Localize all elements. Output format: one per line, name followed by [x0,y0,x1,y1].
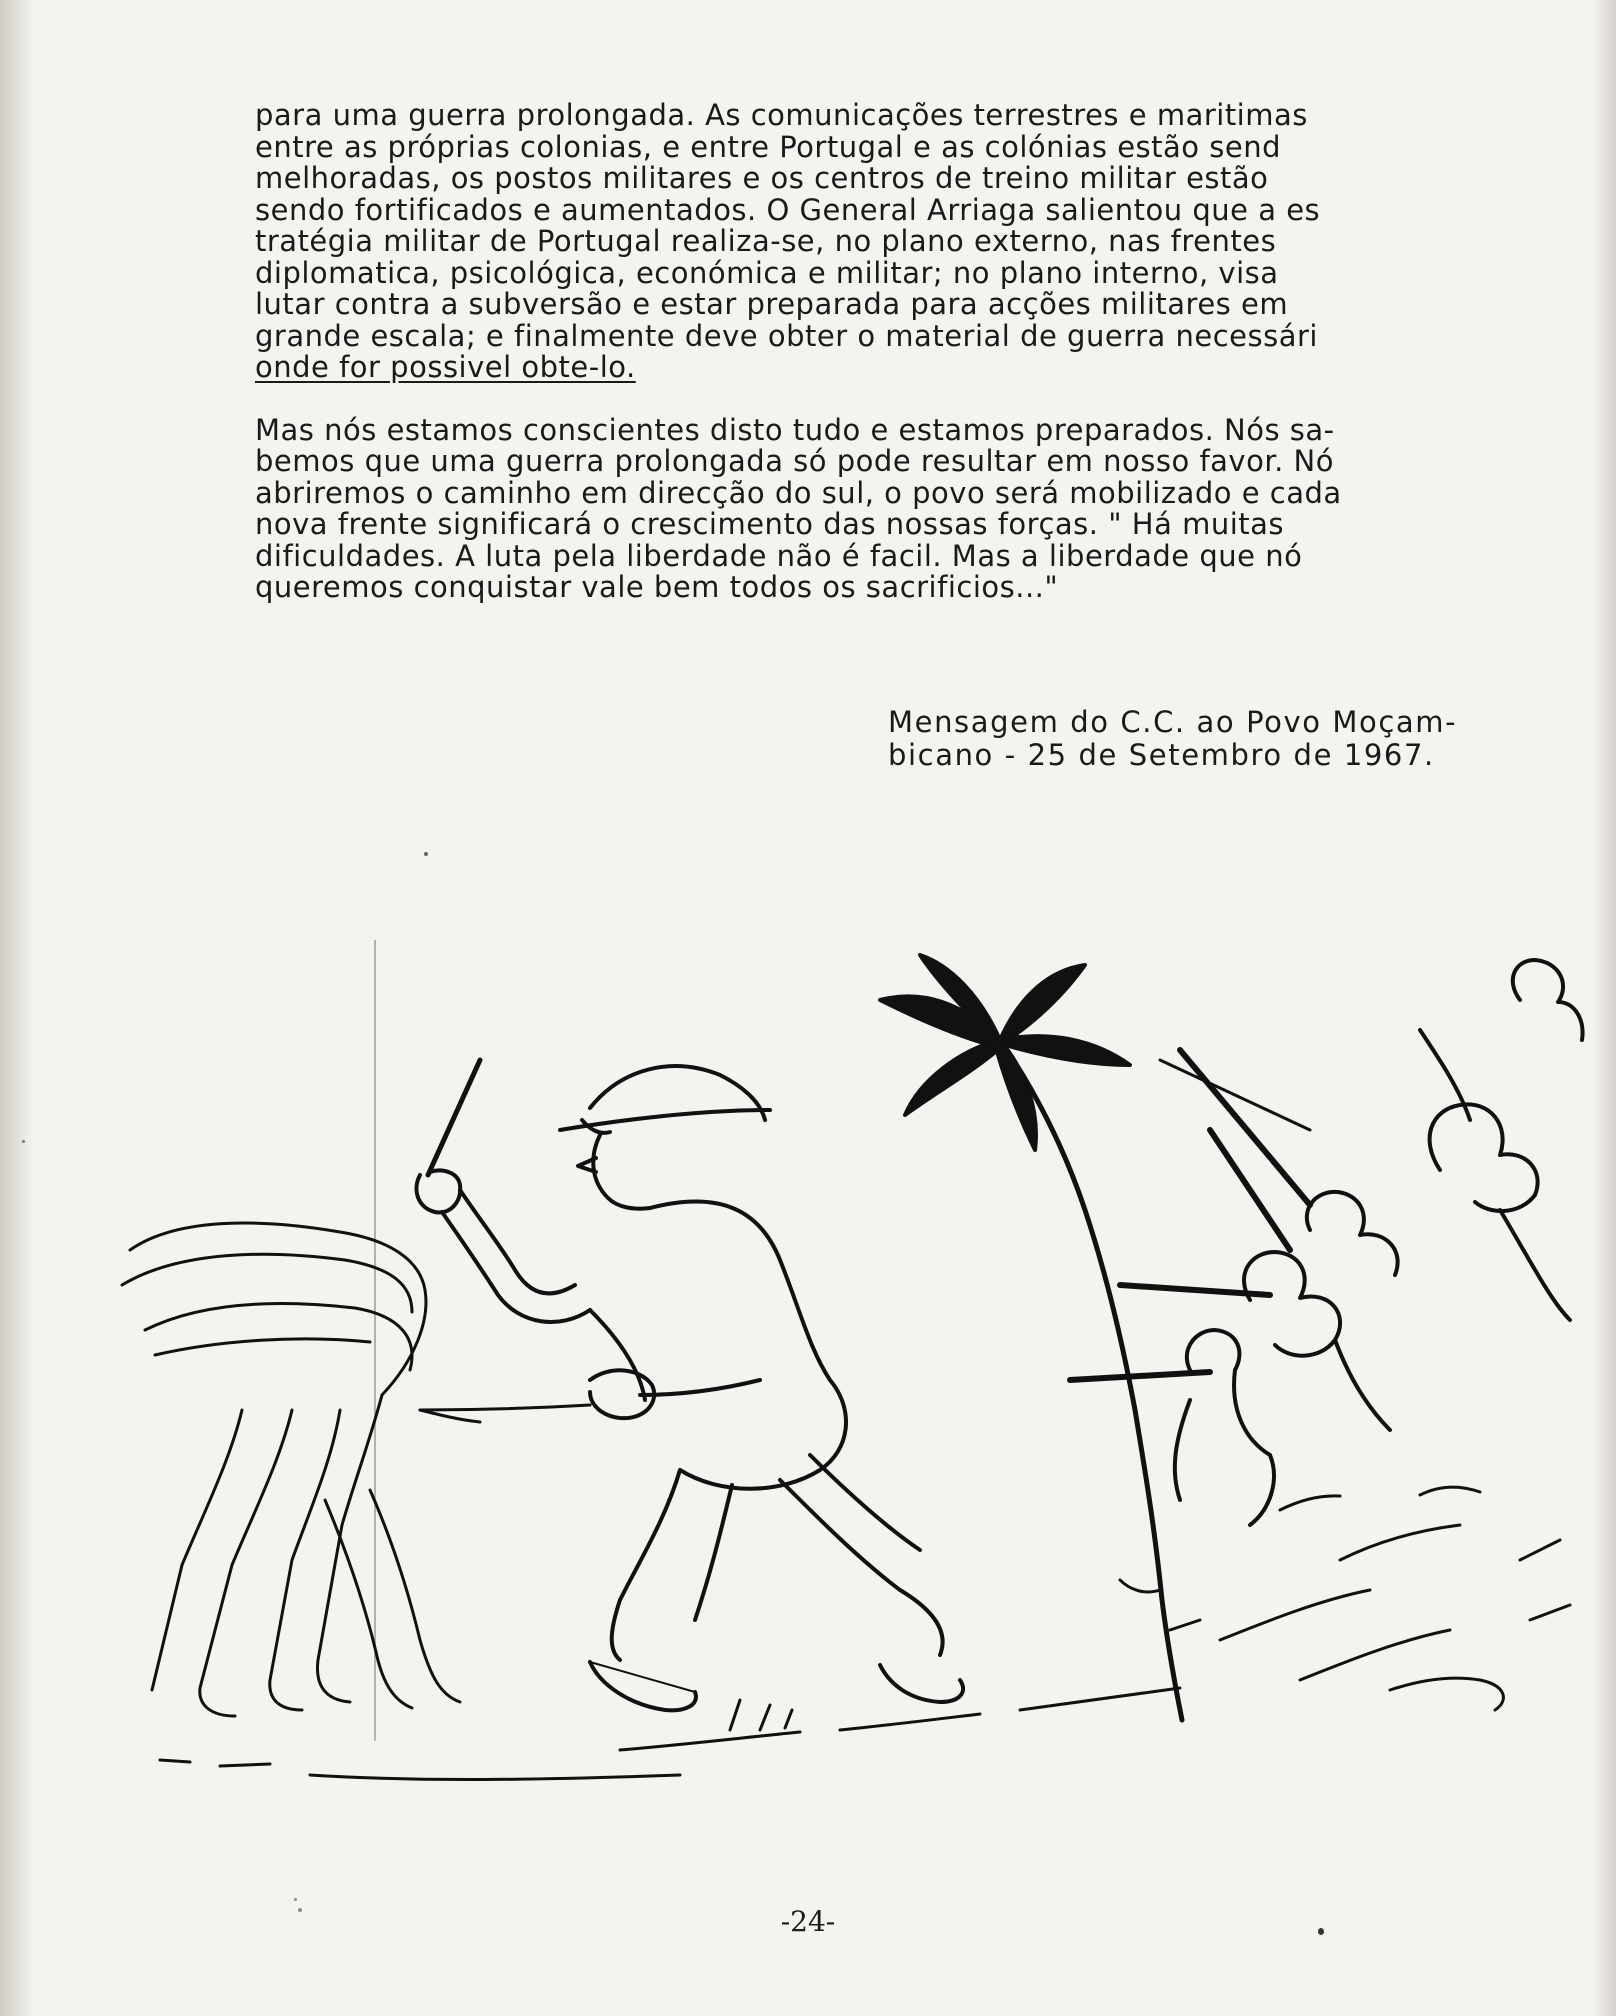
scan-edge-right [1592,0,1616,2016]
text-line-underlined: onde for possivel obte-lo. [255,350,636,384]
text-line: nova frente significará o crescimento das nossas forças. " Há muitas [255,507,1285,541]
text-line: sendo fortificados e aumentados. O General Arriaga salientou que a es [255,192,1321,227]
text-line: queremos conquistar vale bem todos os sacrificios..." [255,570,1059,604]
page-number: -24- [780,1905,836,1938]
text-line: tratégia militar de Portugal realiza-se, no plano externo, nas frentes [255,224,1277,258]
paragraph-1 [255,100,1570,384]
text-line: grande escala; e finalmente deve obter o material de guerra necessári [255,318,1318,353]
body-text [255,100,1570,604]
text-line: diplomatica, psicológica, económica e militar; no plano interno, visa [255,255,1279,290]
scan-speck [1318,1928,1324,1935]
signature-line: bicano - 25 de Setembro de 1967. [888,738,1435,772]
text-line: para uma guerra prolongada. As comunicações terrestres e maritimas [255,98,1308,132]
prisoners-drawing [122,1223,480,1716]
text-line: dificuldades. A luta pela liberdade não é facil. Mas a liberdade que nó [255,538,1303,573]
scan-speck [294,1898,297,1901]
text-line: entre as próprias colonias, e entre Portugal e as colónias estão send [255,129,1281,164]
soldier-drawing [416,1060,963,1710]
scan-speck [298,1908,302,1912]
signature-line: Mensagem do C.C. ao Povo Moçam- [888,705,1458,739]
guerrillas-drawing [1070,960,1583,1525]
palm-tree-drawing [880,955,1182,1720]
text-line: Mas nós estamos conscientes disto tudo e estamos preparados. Nós sa- [255,412,1335,447]
signature-attribution [888,706,1457,772]
cartoon-colonial-war-drawing-icon [120,940,1590,1820]
scan-edge-left [0,0,34,2016]
scan-speck [424,852,428,856]
scan-speck [22,1140,25,1143]
paragraph-2 [255,412,1570,604]
text-line: lutar contra a subversão e estar preparada para acções militares em [255,287,1289,321]
text-line: melhoradas, os postos militares e os centros de treino militar estão [255,161,1269,195]
text-line: abriremos o caminho em direcção do sul, o povo será mobilizado e cada [255,475,1342,510]
text-line: bemos que uma guerra prolongada só pode resultar em nosso favor. Nó [255,444,1334,478]
